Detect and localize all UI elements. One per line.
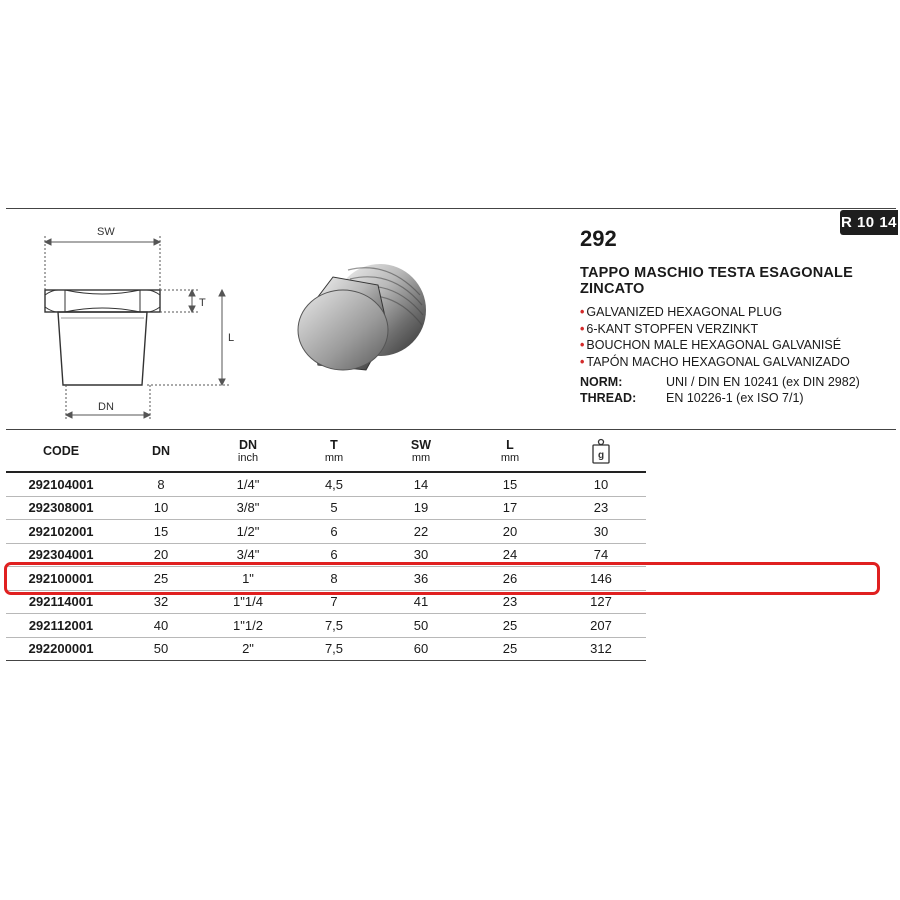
cell-sw: 30 (378, 543, 464, 567)
cell-code: 292114001 (6, 590, 116, 614)
cell-code: 292112001 (6, 614, 116, 638)
product-title: TAPPO MASCHIO TESTA ESAGONALE ZINCATO (580, 265, 853, 297)
table-row (6, 472, 646, 496)
cell-inch: 1"1/4 (206, 590, 290, 614)
cell-code: 292304001 (6, 543, 116, 567)
cell-l: 25 (464, 637, 556, 661)
bullet-icon: • (580, 305, 585, 319)
product-number: 292 (580, 226, 617, 251)
cell-sw: 36 (378, 567, 464, 591)
thread-value: EN 10226-1 (ex ISO 7/1) (666, 391, 804, 405)
cell-g: 74 (556, 543, 646, 567)
cell-t: 8 (290, 567, 378, 591)
cell-code: 292308001 (6, 496, 116, 520)
cell-g: 23 (556, 496, 646, 520)
translations-list (580, 304, 850, 370)
cell-dn: 50 (116, 637, 206, 661)
cell-t: 5 (290, 496, 378, 520)
cell-l: 15 (464, 472, 556, 496)
bullet-icon: • (580, 321, 585, 336)
thread-label: THREAD: (580, 391, 637, 405)
cell-t: 4,5 (290, 472, 378, 496)
specs (580, 374, 860, 406)
table-divider (6, 429, 896, 430)
dn-label: DN (98, 401, 114, 413)
cell-dn: 32 (116, 590, 206, 614)
cell-g: 312 (556, 637, 646, 661)
norm-label: NORM: (580, 375, 623, 389)
cell-sw: 14 (378, 472, 464, 496)
table-row (6, 496, 646, 520)
cell-inch: 1"1/2 (206, 614, 290, 638)
header-t: T mm (290, 431, 378, 472)
cell-dn: 10 (116, 496, 206, 520)
highlighted-row-outline (4, 562, 880, 595)
cell-code: 292102001 (6, 520, 116, 544)
cell-l: 20 (464, 520, 556, 544)
weight-icon (591, 438, 611, 464)
bullet-icon: • (580, 338, 585, 352)
cell-g: 146 (556, 567, 646, 591)
cell-sw: 41 (378, 590, 464, 614)
translation-item: • GALVANIZED HEXAGONAL PLUG (580, 305, 783, 319)
cell-l: 23 (464, 590, 556, 614)
technical-drawing (30, 220, 260, 420)
cell-dn: 20 (116, 543, 206, 567)
cell-g: 207 (556, 614, 646, 638)
cell-inch: 3/8" (206, 496, 290, 520)
cell-code: 292104001 (6, 472, 116, 496)
norm-value: UNI / DIN EN 10241 (ex DIN 2982) (666, 375, 860, 389)
cell-t: 6 (290, 520, 378, 544)
top-divider (6, 208, 896, 209)
table-row (6, 637, 646, 661)
header-sw: SW mm (378, 431, 464, 472)
cell-dn: 40 (116, 614, 206, 638)
cell-inch: 1/4" (206, 472, 290, 496)
header-code: CODE (6, 431, 116, 472)
cell-t: 7,5 (290, 614, 378, 638)
cell-l: 24 (464, 543, 556, 567)
header-dn-inch: DN inch (206, 431, 290, 472)
cell-code: 292200001 (6, 637, 116, 661)
bullet-icon: • (580, 354, 585, 369)
cell-t: 6 (290, 543, 378, 567)
thread-row (580, 390, 860, 406)
l-label: L (228, 332, 235, 344)
t-label: T (199, 297, 206, 309)
translation-item: • BOUCHON MALE HEXAGONAL GALVANISÉ (580, 338, 842, 352)
table-row (6, 614, 646, 638)
table-row (6, 520, 646, 544)
sw-label: SW (97, 226, 115, 238)
cell-inch: 1/2" (206, 520, 290, 544)
header-l: L mm (464, 431, 556, 472)
cell-dn: 15 (116, 520, 206, 544)
cell-g: 30 (556, 520, 646, 544)
cell-sw: 22 (378, 520, 464, 544)
catalog-ref-badge: R 10 14 (840, 210, 898, 235)
translation-item: • 6-KANT STOPFEN VERZINKT (580, 321, 759, 336)
cell-sw: 19 (378, 496, 464, 520)
cell-sw: 60 (378, 637, 464, 661)
cell-sw: 50 (378, 614, 464, 638)
cell-inch: 2" (206, 637, 290, 661)
cell-l: 26 (464, 567, 556, 591)
translation-item: • TAPÓN MACHO HEXAGONAL GALVANIZADO (580, 354, 850, 369)
norm-row (580, 374, 860, 390)
svg-text:g: g (597, 450, 605, 461)
cell-g: 127 (556, 590, 646, 614)
product-photo (288, 255, 430, 395)
cell-l: 25 (464, 614, 556, 638)
cell-t: 7 (290, 590, 378, 614)
cell-g: 10 (556, 472, 646, 496)
product-table (6, 431, 646, 661)
cell-code: 292100001 (6, 567, 116, 591)
header-dn: DN (116, 431, 206, 472)
cell-dn: 8 (116, 472, 206, 496)
cell-dn: 25 (116, 567, 206, 591)
cell-inch: 3/4" (206, 543, 290, 567)
header-weight (556, 431, 646, 472)
table-header-row (6, 431, 646, 472)
cell-t: 7,5 (290, 637, 378, 661)
cell-l: 17 (464, 496, 556, 520)
cell-inch: 1" (206, 567, 290, 591)
